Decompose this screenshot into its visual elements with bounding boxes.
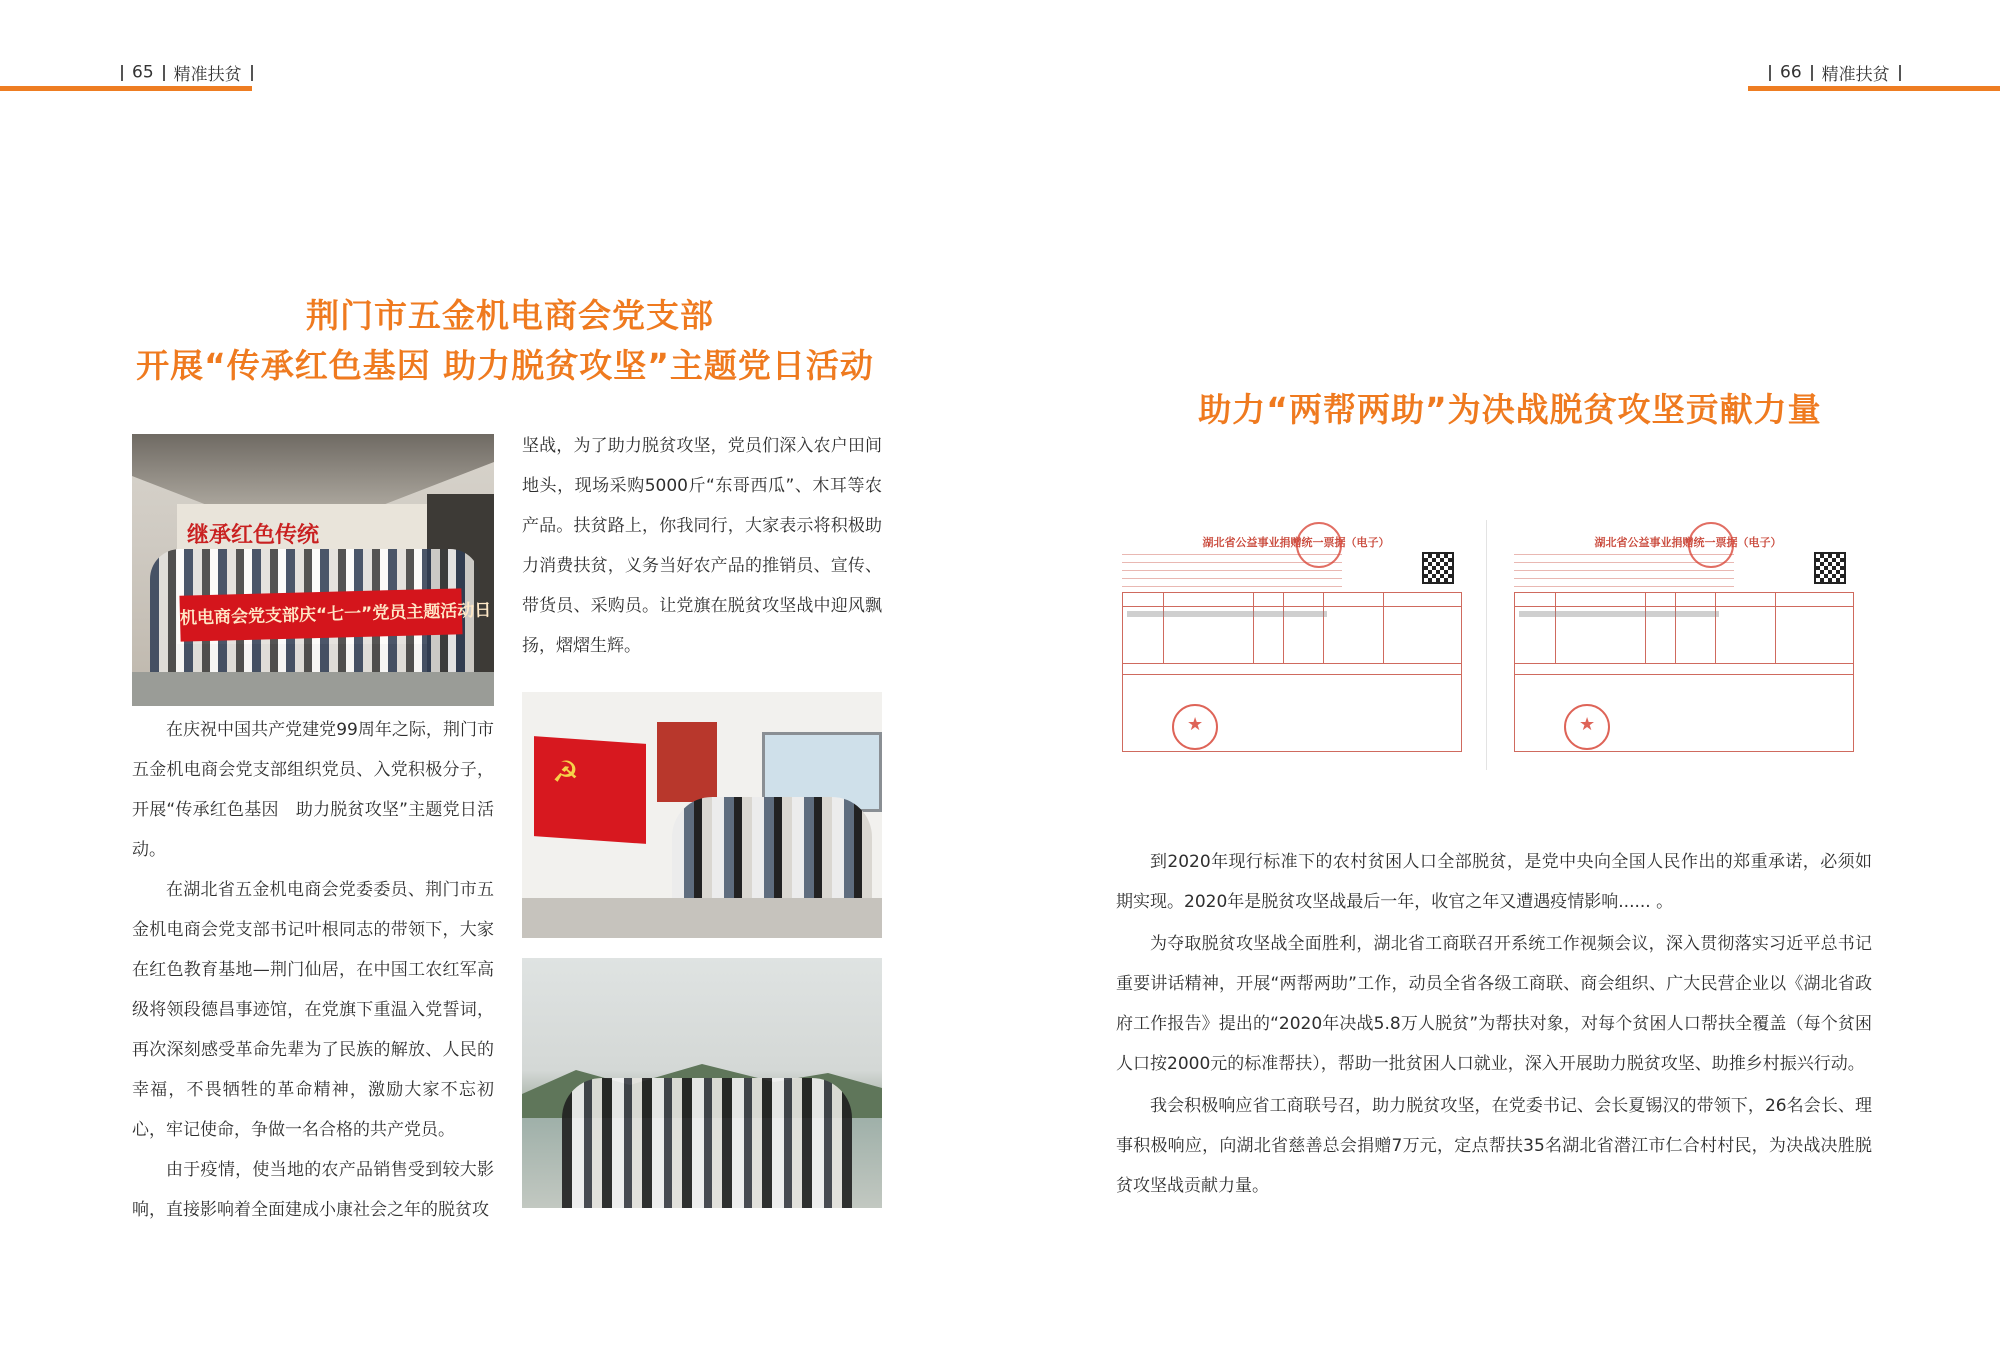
article-title-line2: 开展“传承红色基因 助力脱贫攻坚”主题党日活动 — [136, 346, 874, 385]
banner-text: 机电商会党支部庆“七一”党员主题活动日 — [179, 600, 492, 629]
divider — [1899, 65, 1901, 81]
photo-oath-under-flag — [522, 692, 882, 938]
divider — [1645, 593, 1646, 663]
charity-seal-stamp — [1564, 704, 1610, 750]
divider — [1323, 593, 1324, 663]
section-name: 精准扶贫 — [173, 65, 242, 85]
page-number: 65 — [132, 62, 154, 83]
article-title-line1: 荆门市五金机电商会党支部 — [306, 296, 714, 335]
paragraph: 坚战，为了助力脱贫攻坚，党员们深入农户田间地头，现场采购5000斤“东哥西瓜”、木耳等农产品。扶贫路上，你我同行，大家表示将积极助力消费扶贫，义务当好农产品的推销员、宣传、带货员、采购员。让党旗在脱贫攻坚战中迎风飘扬，熠熠生辉。 — [522, 436, 882, 656]
paragraph: 我会积极响应省工商联号召，助力脱贫攻坚，在党委书记、会长夏锡汉的带领下，26名会长、理事积极响应，向湖北省慈善总会捐赠7万元，定点帮扶35名湖北省潜江市仁合村村民，为决战决胜脱贫攻坚战贡献力量。 — [1116, 1096, 1872, 1196]
donation-receipt-image — [1116, 518, 1468, 768]
divider — [1675, 593, 1676, 663]
article-title: 助力“两帮两助”为决战脱贫攻坚贡献力量 — [1198, 390, 1822, 429]
qr-code-icon — [1422, 552, 1454, 584]
section-name: 精准扶贫 — [1821, 65, 1890, 85]
donation-receipt-image — [1508, 518, 1860, 768]
photo-party-day-banner — [132, 434, 494, 706]
qr-code-icon — [1814, 552, 1846, 584]
divider — [1283, 593, 1284, 663]
header-rule-right — [1748, 86, 2000, 91]
seal-stamp — [1296, 522, 1342, 568]
receipt-title: 湖北省公益事业捐赠统一票据（电子） — [1594, 536, 1782, 549]
receipt-title: 湖北省公益事业捐赠统一票据（电子） — [1202, 536, 1390, 549]
group-of-people — [562, 1078, 852, 1208]
divider — [1555, 593, 1556, 663]
paragraph: 由于疫情，使当地的农产品销售受到较大影响，直接影响着全面建成小康社会之年的脱贫攻 — [132, 1160, 494, 1220]
table-row — [1519, 611, 1719, 617]
table-header — [1123, 593, 1461, 607]
page-number: 66 — [1780, 62, 1802, 83]
photo-lakeside-group — [522, 958, 882, 1208]
paragraph: 到2020年现行标准下的农村贫困人口全部脱贫，是党中央向全国人民作出的郑重承诺，必须如期实现。2020年是脱贫攻坚战最后一年，收官之年又遭遇疫情影响...... 。 — [1116, 852, 1872, 912]
table-header — [1515, 593, 1853, 607]
divider — [1715, 593, 1716, 663]
wall-slogan: 继承红色传统 — [187, 522, 320, 548]
hammer-sickle-icon: ☭ — [552, 754, 579, 792]
divider — [121, 65, 123, 81]
charity-seal-stamp — [1172, 704, 1218, 750]
total-row — [1123, 663, 1461, 675]
divider — [1253, 593, 1254, 663]
total-row — [1515, 663, 1853, 675]
header-rule-left — [0, 86, 252, 91]
divider — [1383, 593, 1384, 663]
party-flag — [534, 736, 646, 844]
divider — [163, 65, 165, 81]
table-row — [1127, 611, 1327, 617]
paragraph: 在庆祝中国共产党建党99周年之际，荆门市五金机电商会党支部组织党员、入党积极分子，开展“传承红色基因 助力脱贫攻坚”主题党日活动。 — [132, 720, 494, 860]
ground — [132, 672, 494, 706]
paragraph: 为夺取脱贫攻坚战全面胜利，湖北省工商联召开系统工作视频会议，深入贯彻落实习近平总书记重要讲话精神，开展“两帮两助”工作，动员全省各级工商联、商会组织、广大民营企业以《湖北省政府工作报告》提出的“2020年决战5.8万人脱贫”为帮扶对象，对每个贫困人口帮扶全覆盖（每个贫困人口按2000元的标准帮扶），帮助一批贫困人口就业，深入开展助力脱贫攻坚、助推乡村振兴行动。 — [1116, 934, 1872, 1074]
divider — [1775, 593, 1776, 663]
paragraph: 在湖北省五金机电商会党委委员、荆门市五金机电商会党支部书记叶根同志的带领下，大家在红色教育基地—荆门仙居，在中国工农红军高级将领段德昌事迹馆，在党旗下重温入党誓词，再次深刻感受革命先辈为了民族的解放、人民的幸福，不畏牺牲的革命精神，激励大家不忘初心，牢记使命，争做一名合格的共产党员。 — [132, 880, 494, 1140]
divider — [1769, 65, 1771, 81]
floor — [522, 898, 882, 938]
divider — [1811, 65, 1813, 81]
red-banner — [179, 588, 492, 641]
divider — [1163, 593, 1164, 663]
divider — [251, 65, 253, 81]
divider — [1486, 520, 1487, 770]
wall-boards — [657, 722, 717, 802]
seal-stamp — [1688, 522, 1734, 568]
